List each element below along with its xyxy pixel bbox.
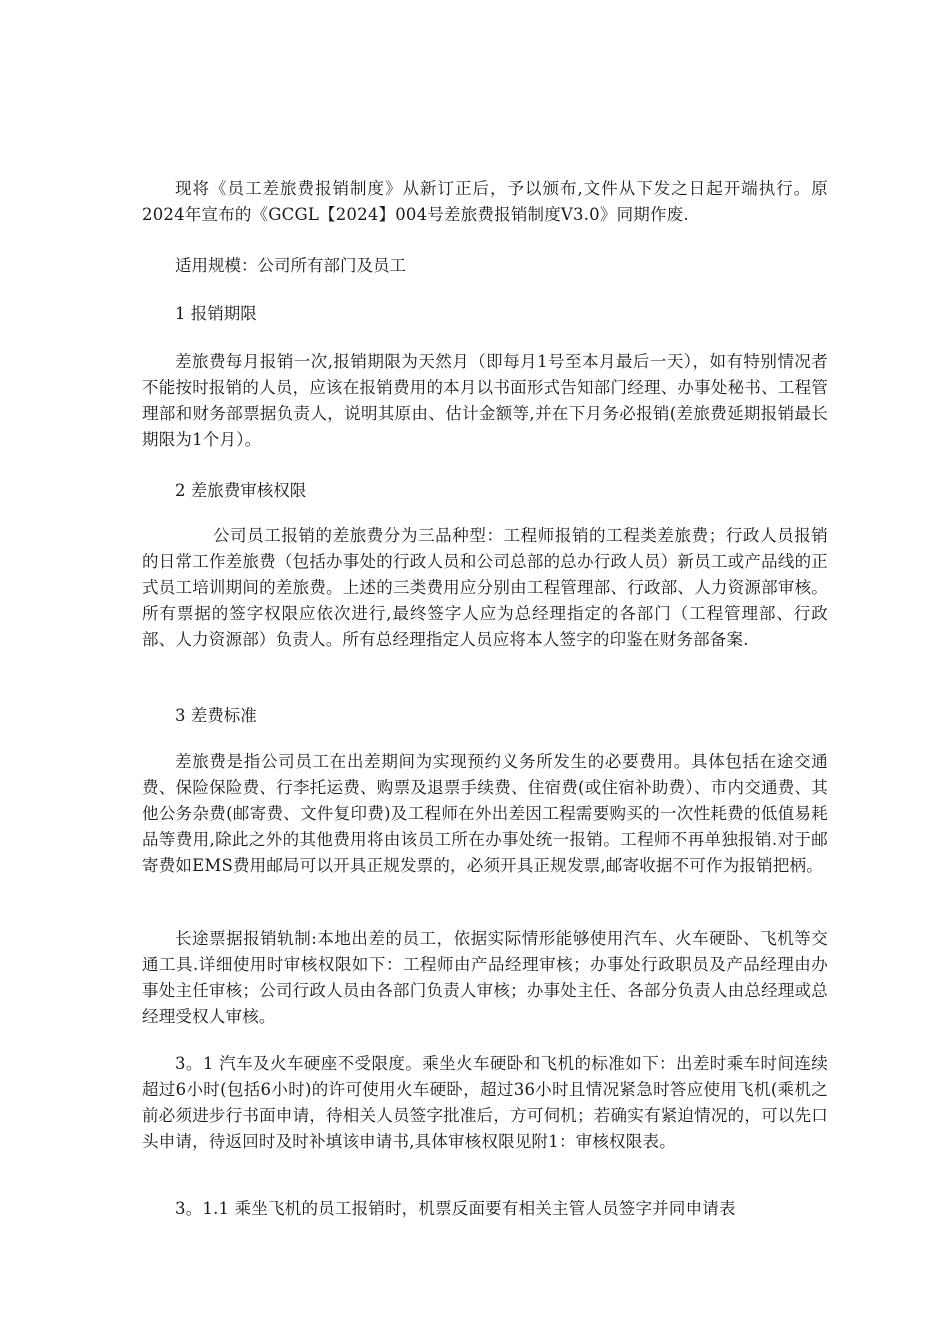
section-1-heading: 1 报销期限 (175, 304, 257, 323)
section-3-1: 3。1 汽车及火车硬座不受限度。乘坐火车硬卧和飞机的标准如下：出差时乘车时间连续超过6小时(包括6小时)的许可使用火车硬卧，超过36小时且情况紧急时答应使用飞机(乘机之前必须进步行书面申请，待相关人员签字批准后，方可伺机；若确实有紧迫情况的，可以先口头申请，待返回时及时补填该申请书,具体审核权限见附1：审核权限表。 (142, 1054, 828, 1151)
section-3-heading: 3 差费标准 (175, 706, 257, 725)
scope-line: 适用规模：公司所有部门及员工 (175, 256, 406, 275)
section-2-heading: 2 差旅费审核权限 (175, 481, 307, 500)
section-2-body: 公司员工报销的差旅费分为三品种型：工程师报销的工程类差旅费；行政人员报销的日常工作差旅费（包括办事处的行政人员和公司总部的总办行政人员）新员工或产品线的正式员工培训期间的差旅费。上述的三类费用应分别由工程管理部、行政部、人力资源部审核。所有票据的签字权限应依次进行,最终签字人应为总经理指定的各部门（工程管理部、行政部、人力资源部）负责人。所有总经理指定人员应将本人签字的印鉴在财务部备案. (142, 526, 828, 649)
intro-paragraph: 现将《员工差旅费报销制度》从新订正后，予以颁布,文件从下发之日起开端执行。原2024年宣布的《GCGL【2024】004号差旅费报销制度V3.0》同期作废. (142, 179, 828, 224)
section-1-body: 差旅费每月报销一次,报销期限为天然月（即每月1号至本月最后一天），如有特别情况者不能按时报销的人员，应该在报销费用的本月以书面形式告知部门经理、办事处秘书、工程管理部和财务部票据负责人，说明其原由、估计金额等,并在下月务必报销(差旅费延期报销最长期限为1个月）。 (142, 352, 828, 449)
section-3-long-distance: 长途票据报销轨制:本地出差的员工，依据实际情形能够使用汽车、火车硬卧、飞机等交通工具.详细使用时审核权限如下：工程师由产品经理审核；办事处行政职员及产品经理由办事处主任审核；公司行政人员由各部门负责人审核；办事处主任、各部分负责人由总经理或总经理受权人审核。 (142, 929, 828, 1026)
section-3-1-1: 3。1.1 乘坐飞机的员工报销时，机票反面要有相关主管人员签字并同申请表 (175, 1199, 736, 1218)
section-3-body: 差旅费是指公司员工在出差期间为实现预约义务所发生的必要费用。具体包括在途交通费、保险保险费、行李托运费、购票及退票手续费、住宿费(或住宿补助费）、市内交通费、其他公务杂费(邮寄费、文件复印费)及工程师在外出差因工程需要购买的一次性耗费的低值易耗品等费用,除此之外的其他费用将由该员工所在办事处统一报销。工程师不再单独报销.对于邮寄费如EMS费用邮局可以开具正规发票的，必须开具正规发票,邮寄收据不可作为报销把柄。 (142, 752, 828, 875)
